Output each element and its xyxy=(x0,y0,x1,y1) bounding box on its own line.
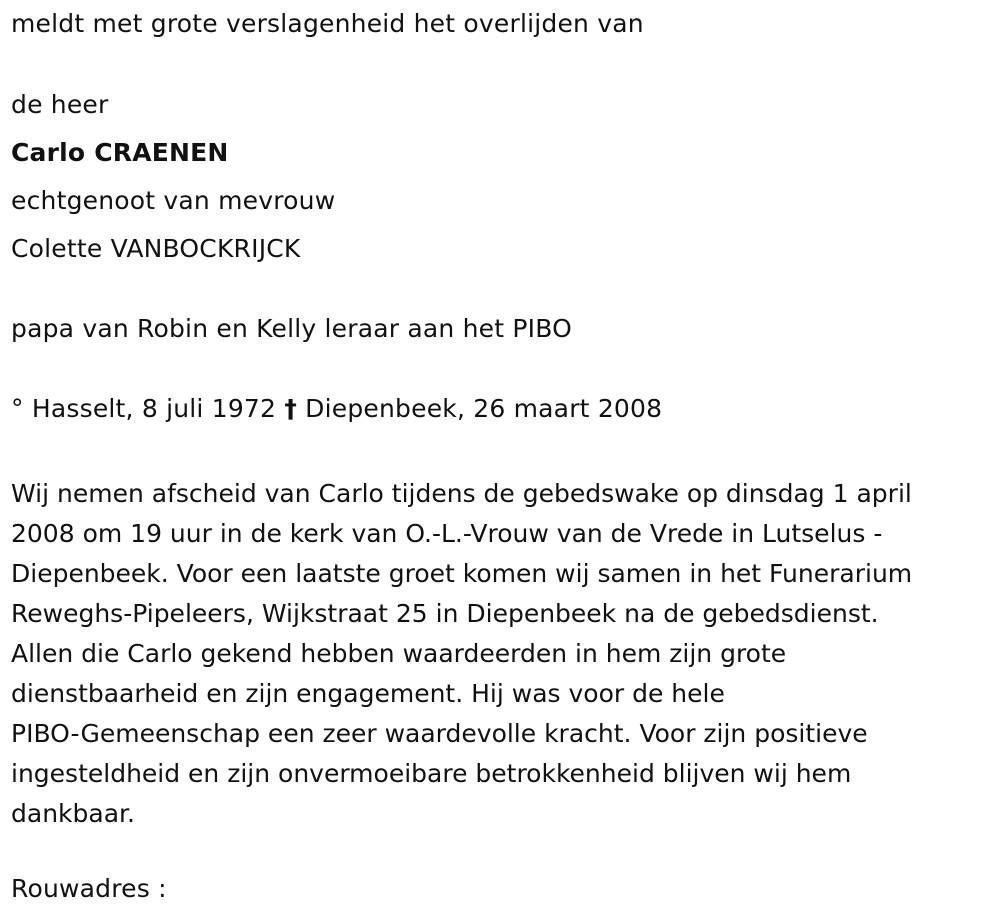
deceased-name: Carlo CRAENEN xyxy=(11,138,229,167)
spouse-name: Colette VANBOCKRIJCK xyxy=(11,234,301,263)
death-cross-icon: † xyxy=(284,394,298,423)
message-line: dienstbaarheid en zijn engagement. Hij was voor de hele xyxy=(11,679,725,708)
message-line: Reweghs-Pipeleers, Wijkstraat 25 in Diepenbeek na de gebedsdienst. xyxy=(11,599,879,628)
spouse-prefix-text: echtgenoot van mevrouw xyxy=(11,186,336,215)
message-paragraph xyxy=(11,474,986,834)
death-text: Diepenbeek, 26 maart 2008 xyxy=(305,394,663,423)
message-line: Wij nemen afscheid van Carlo tijdens de gebedswake op dinsdag 1 april xyxy=(11,479,912,508)
message-line: Allen die Carlo gekend hebben waardeerden in hem zijn grote xyxy=(11,639,787,668)
intro-text: meldt met grote verslagenheid het overlijden van xyxy=(11,9,644,38)
family-line: papa van Robin en Kelly leraar aan het PIBO xyxy=(11,314,573,343)
message-line: 2008 om 19 uur in de kerk van O.-L.-Vrouw van de Vrede in Lutselus - xyxy=(11,519,883,548)
message-line: PIBO-Gemeenschap een zeer waardevolle kracht. Voor zijn positieve xyxy=(11,719,868,748)
message-line: Diepenbeek. Voor een laatste groet komen wij samen in het Funerarium xyxy=(11,559,913,588)
birth-text: ° Hasselt, 8 juli 1972 xyxy=(11,394,277,423)
salutation-text: de heer xyxy=(11,90,109,119)
message-line: dankbaar. xyxy=(11,799,135,828)
address-label: Rouwadres : xyxy=(11,874,167,903)
dates-line xyxy=(11,393,662,425)
message-line: ingesteldheid en zijn onvermoeibare betrokkenheid blijven wij hem xyxy=(11,759,852,788)
